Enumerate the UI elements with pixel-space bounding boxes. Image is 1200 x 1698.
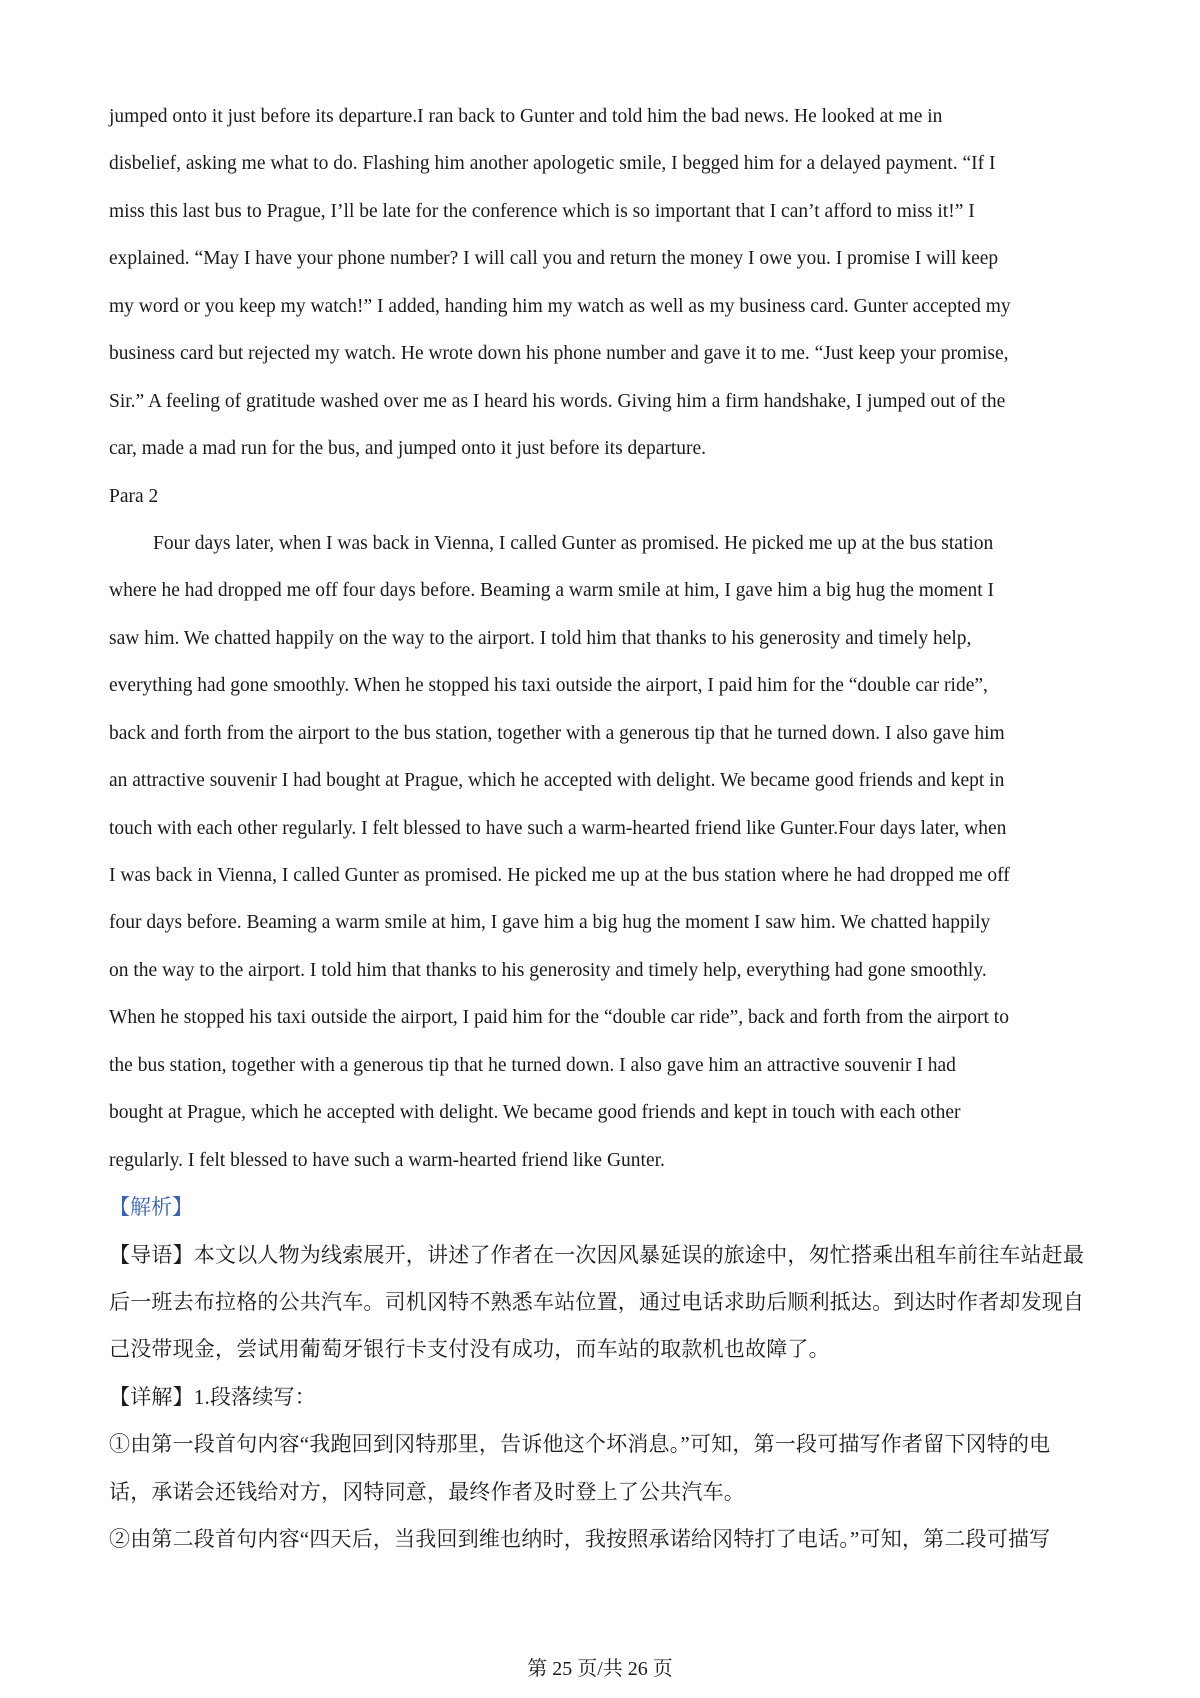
text-line: Four days later, when I was back in Vienna, I called Gunter as promised. He picked me up at the bus station (153, 532, 994, 554)
para2-section (109, 473, 1109, 1185)
text-line: disbelief, asking me what to do. Flashing him another apologetic smile, I begged him for a delayed payment. “If I (109, 153, 996, 175)
text-line: business card but rejected my watch. He wrote down his phone number and gave it to me. “Just keep your promise, (109, 343, 1009, 365)
text-line: jumped onto it just before its departure.I ran back to Gunter and told him the bad news. He looked at me in (109, 106, 943, 127)
analysis-section (109, 1184, 1109, 1564)
analysis-detail-line: ②由第二段首句内容“四天后，当我回到维也纳时，我按照承诺给冈特打了电话。”可知，第二段可描写 (109, 1527, 1051, 1552)
text-line: I was back in Vienna, I called Gunter as promised. He picked me up at the bus station where he had dropped me off (109, 865, 1010, 886)
analysis-heading: 【解析】 (109, 1195, 193, 1220)
text-line: where he had dropped me off four days before. Beaming a warm smile at him, I gave him a big hug the moment I (109, 580, 995, 602)
text-line: bought at Prague, which he accepted with delight. We became good friends and kept in touch with each other (109, 1102, 961, 1124)
analysis-intro-line: 【导语】本文以人物为线索展开，讲述了作者在一次因风暴延误的旅途中，匆忙搭乘出租车前往车站赶最 (109, 1242, 1085, 1267)
text-line: Sir.” A feeling of gratitude washed over me as I heard his words. Giving him a firm handshake, I jumped out of the (109, 390, 1006, 412)
text-line: touch with each other regularly. I felt blessed to have such a warm-hearted friend like Gunter.Four days later, when (109, 817, 1007, 839)
page-number-footer: 第 25 页/共 26 页 (527, 1658, 673, 1680)
text-line: everything had gone smoothly. When he stopped his taxi outside the airport, I paid him for the “double car ride”, (109, 675, 988, 697)
text-line: four days before. Beaming a warm smile at him, I gave him a big hug the moment I saw him. We chatted happily (109, 912, 991, 934)
text-line: on the way to the airport. I told him that thanks to his generosity and timely help, everything had gone smoothly. (109, 959, 987, 981)
analysis-intro-line: 己没带现金，尝试用葡萄牙银行卡支付没有成功，而车站的取款机也故障了。 (109, 1337, 830, 1362)
text-line: an attractive souvenir I had bought at Prague, which he accepted with delight. We became good friends and kept in (109, 770, 1005, 792)
text-line: When he stopped his taxi outside the airport, I paid him for the “double car ride”, back and forth from the airport to (109, 1007, 1009, 1029)
analysis-intro-line: 后一班去布拉格的公共汽车。司机冈特不熟悉车站位置，通过电话求助后顺利抵达。到达时作者却发现自 (109, 1289, 1085, 1314)
analysis-detail-line: 话，承诺会还钱给对方，冈特同意，最终作者及时登上了公共汽车。 (109, 1479, 745, 1504)
para2-heading: Para 2 (109, 485, 159, 507)
text-line: regularly. I felt blessed to have such a warm-hearted friend like Gunter. (109, 1149, 665, 1171)
text-line: my word or you keep my watch!” I added, handing him my watch as well as my business card. Gunter accepted my (109, 295, 1011, 317)
text-line: the bus station, together with a generous tip that he turned down. I also gave him an attractive souvenir I had (109, 1054, 956, 1076)
text-line: explained. “May I have your phone number? I will call you and return the money I owe you. I promise I will keep (109, 248, 999, 270)
analysis-detail-line: ①由第一段首句内容“我跑回到冈特那里，告诉他这个坏消息。”可知，第一段可描写作者留下冈特的电 (109, 1432, 1051, 1457)
text-line: back and forth from the airport to the bus station, together with a generous tip that he turned down. I also gave him (109, 722, 1005, 744)
detail-heading: 【详解】1.段落续写： (109, 1384, 316, 1409)
page-body (109, 93, 1109, 1564)
text-line: car, made a mad run for the bus, and jumped onto it just before its departure. (109, 438, 707, 460)
text-line: miss this last bus to Prague, I’ll be late for the conference which is so important that I can’t afford to miss it!” I (109, 200, 975, 222)
text-line: saw him. We chatted happily on the way to the airport. I told him that thanks to his generosity and timely help, (109, 627, 972, 649)
passage-continuation (109, 93, 1109, 473)
